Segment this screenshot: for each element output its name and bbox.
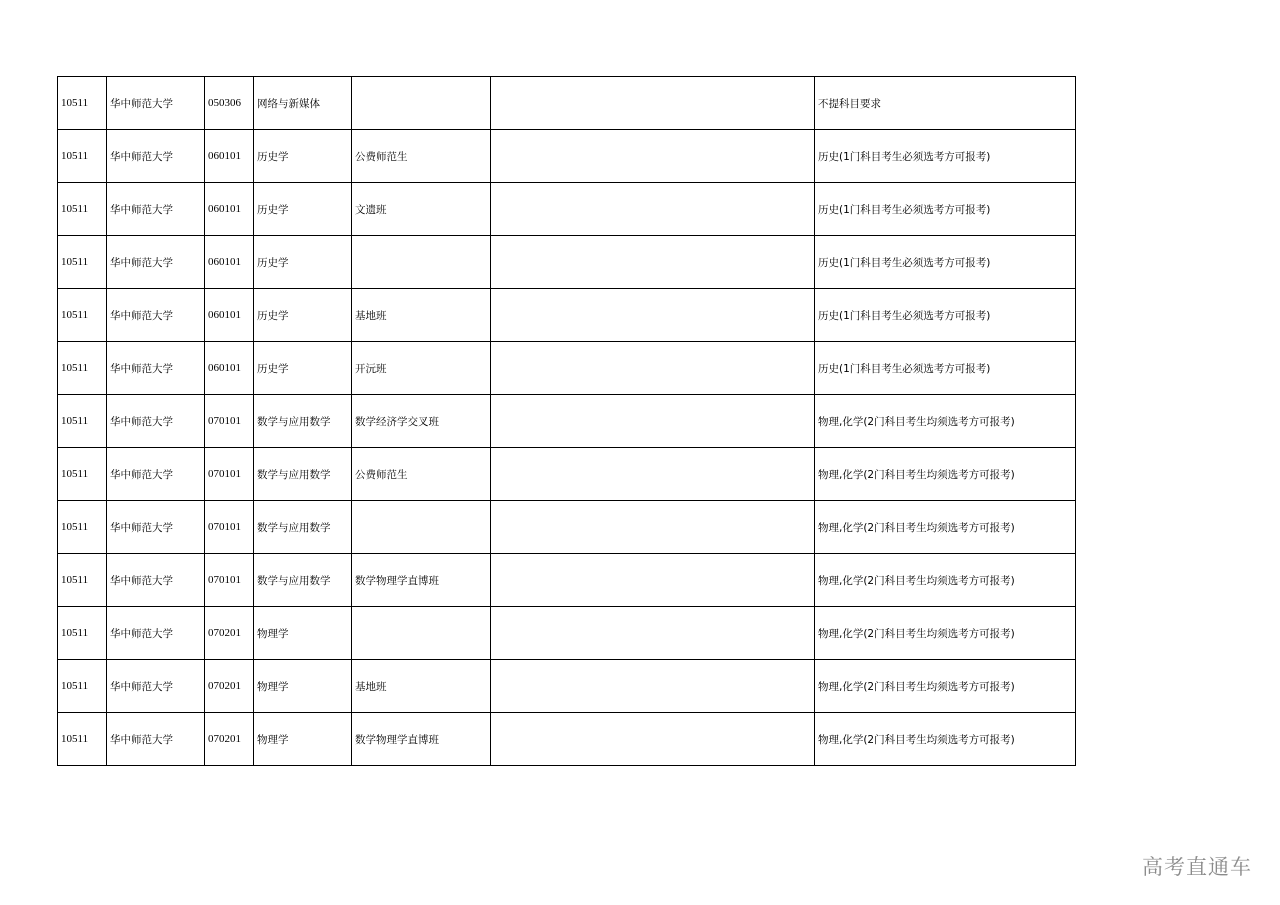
subject-requirement-cell: 历史(1门科目考生必须选考方可报考) (815, 236, 1076, 289)
school-name-cell: 华中师范大学 (107, 448, 205, 501)
major-code-cell: 070201 (205, 713, 254, 766)
school-code-cell: 10511 (58, 501, 107, 554)
school-name-cell: 华中师范大学 (107, 289, 205, 342)
extra-cell (491, 501, 815, 554)
major-name-cell: 物理学 (254, 660, 352, 713)
extra-cell (491, 554, 815, 607)
major-note-cell: 公费师范生 (352, 130, 491, 183)
major-code-cell: 070201 (205, 660, 254, 713)
major-note-cell: 数学物理学直博班 (352, 554, 491, 607)
school-code-cell: 10511 (58, 77, 107, 130)
major-name-cell: 历史学 (254, 289, 352, 342)
major-name-cell: 数学与应用数学 (254, 395, 352, 448)
extra-cell (491, 713, 815, 766)
school-code-cell: 10511 (58, 183, 107, 236)
school-code-cell: 10511 (58, 395, 107, 448)
major-note-cell: 基地班 (352, 289, 491, 342)
major-name-cell: 数学与应用数学 (254, 501, 352, 554)
subject-requirement-cell: 历史(1门科目考生必须选考方可报考) (815, 183, 1076, 236)
extra-cell (491, 607, 815, 660)
table-row (58, 77, 1076, 130)
major-note-cell: 数学经济学交叉班 (352, 395, 491, 448)
major-note-cell (352, 77, 491, 130)
table-row (58, 660, 1076, 713)
school-code-cell: 10511 (58, 713, 107, 766)
major-note-cell: 基地班 (352, 660, 491, 713)
table-row (58, 289, 1076, 342)
table-body (58, 77, 1076, 766)
school-code-cell: 10511 (58, 236, 107, 289)
major-code-cell: 070201 (205, 607, 254, 660)
major-note-cell: 数学物理学直博班 (352, 713, 491, 766)
major-note-cell: 文遗班 (352, 183, 491, 236)
major-name-cell: 数学与应用数学 (254, 554, 352, 607)
major-name-cell: 物理学 (254, 713, 352, 766)
subject-requirement-cell: 不提科目要求 (815, 77, 1076, 130)
subject-requirement-cell: 物理,化学(2门科目考生均须选考方可报考) (815, 607, 1076, 660)
table-row (58, 713, 1076, 766)
school-name-cell: 华中师范大学 (107, 130, 205, 183)
major-note-cell (352, 501, 491, 554)
major-name-cell: 网络与新媒体 (254, 77, 352, 130)
extra-cell (491, 77, 815, 130)
subject-requirement-cell: 物理,化学(2门科目考生均须选考方可报考) (815, 501, 1076, 554)
school-code-cell: 10511 (58, 289, 107, 342)
school-name-cell: 华中师范大学 (107, 395, 205, 448)
school-code-cell: 10511 (58, 607, 107, 660)
school-code-cell: 10511 (58, 660, 107, 713)
extra-cell (491, 448, 815, 501)
major-note-cell: 公费师范生 (352, 448, 491, 501)
major-name-cell: 历史学 (254, 183, 352, 236)
major-note-cell (352, 607, 491, 660)
table-row (58, 183, 1076, 236)
extra-cell (491, 660, 815, 713)
school-name-cell: 华中师范大学 (107, 77, 205, 130)
subject-requirement-cell: 历史(1门科目考生必须选考方可报考) (815, 289, 1076, 342)
requirements-table (57, 76, 1076, 766)
subject-requirement-cell: 物理,化学(2门科目考生均须选考方可报考) (815, 554, 1076, 607)
school-code-cell: 10511 (58, 448, 107, 501)
subject-requirement-cell: 物理,化学(2门科目考生均须选考方可报考) (815, 395, 1076, 448)
subject-requirement-cell: 历史(1门科目考生必须选考方可报考) (815, 342, 1076, 395)
school-name-cell: 华中师范大学 (107, 713, 205, 766)
table-row (58, 236, 1076, 289)
extra-cell (491, 236, 815, 289)
major-name-cell: 历史学 (254, 236, 352, 289)
major-code-cell: 060101 (205, 236, 254, 289)
major-code-cell: 070101 (205, 395, 254, 448)
subject-requirement-cell: 物理,化学(2门科目考生均须选考方可报考) (815, 713, 1076, 766)
table-row (58, 342, 1076, 395)
school-name-cell: 华中师范大学 (107, 607, 205, 660)
extra-cell (491, 395, 815, 448)
extra-cell (491, 289, 815, 342)
major-code-cell: 070101 (205, 448, 254, 501)
school-name-cell: 华中师范大学 (107, 183, 205, 236)
school-code-cell: 10511 (58, 342, 107, 395)
extra-cell (491, 130, 815, 183)
school-name-cell: 华中师范大学 (107, 236, 205, 289)
table-row (58, 395, 1076, 448)
major-code-cell: 070101 (205, 554, 254, 607)
school-name-cell: 华中师范大学 (107, 501, 205, 554)
major-code-cell: 070101 (205, 501, 254, 554)
major-code-cell: 060101 (205, 183, 254, 236)
major-note-cell: 开沅班 (352, 342, 491, 395)
table-row (58, 501, 1076, 554)
subject-requirement-cell: 物理,化学(2门科目考生均须选考方可报考) (815, 660, 1076, 713)
major-name-cell: 物理学 (254, 607, 352, 660)
major-code-cell: 060101 (205, 342, 254, 395)
extra-cell (491, 342, 815, 395)
table-row (58, 448, 1076, 501)
major-name-cell: 数学与应用数学 (254, 448, 352, 501)
major-note-cell (352, 236, 491, 289)
subject-requirement-cell: 历史(1门科目考生必须选考方可报考) (815, 130, 1076, 183)
school-code-cell: 10511 (58, 554, 107, 607)
school-code-cell: 10511 (58, 130, 107, 183)
major-code-cell: 060101 (205, 289, 254, 342)
subject-requirement-cell: 物理,化学(2门科目考生均须选考方可报考) (815, 448, 1076, 501)
school-name-cell: 华中师范大学 (107, 554, 205, 607)
major-code-cell: 060101 (205, 130, 254, 183)
major-name-cell: 历史学 (254, 130, 352, 183)
table-row (58, 607, 1076, 660)
school-name-cell: 华中师范大学 (107, 342, 205, 395)
table-row (58, 554, 1076, 607)
extra-cell (491, 183, 815, 236)
watermark-text: 高考直通车 (1142, 855, 1252, 879)
table-row (58, 130, 1076, 183)
major-code-cell: 050306 (205, 77, 254, 130)
school-name-cell: 华中师范大学 (107, 660, 205, 713)
major-name-cell: 历史学 (254, 342, 352, 395)
